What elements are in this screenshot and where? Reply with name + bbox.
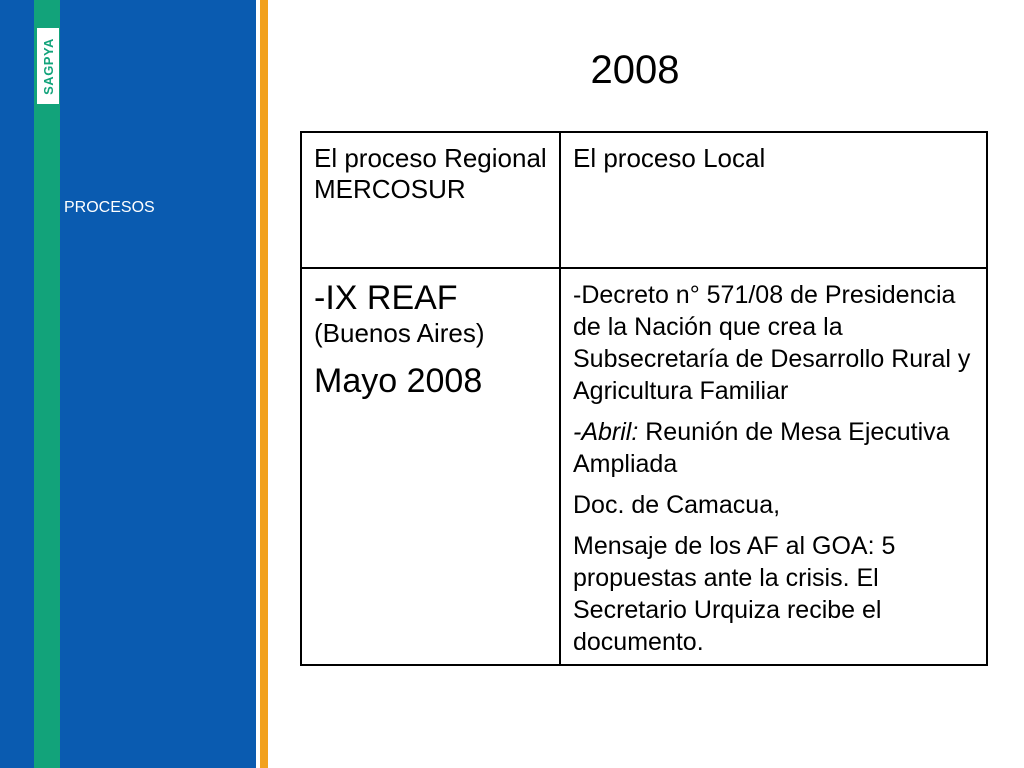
local-message: Mensaje de los AF al GOA: 5 propuestas ante la crisis. El Secretario Urquiza recibe el documento. <box>573 532 896 656</box>
sidebar-band-blue-main <box>60 0 256 768</box>
local-april-text: Reunión de Mesa Ejecutiva Ampliada <box>573 418 950 478</box>
sagpya-logo <box>37 28 59 104</box>
sidebar-band-blue-outer <box>0 0 34 768</box>
sidebar-band-green <box>34 0 60 768</box>
header-regional: El proceso Regional MERCOSUR <box>301 132 560 268</box>
process-table <box>300 131 988 666</box>
sidebar-band-orange <box>260 0 268 768</box>
regional-date: Mayo 2008 <box>314 362 483 401</box>
page-title: 2008 <box>590 48 680 92</box>
local-decree: -Decreto n° 571/08 de Presidencia de la Nación que crea la Subsecretaría de Desarrollo Rural y Agricultura Familiar <box>573 281 971 405</box>
cell-local <box>560 268 987 665</box>
table-header-row <box>301 132 987 268</box>
sidebar-label-procesos: PROCESOS <box>64 199 155 216</box>
table-body-row <box>301 268 987 665</box>
regional-place: (Buenos Aires) <box>314 318 485 349</box>
sagpya-logo-text: SAGPYA <box>40 37 56 95</box>
local-april <box>573 416 974 480</box>
local-april-label: -Abril: <box>573 418 639 446</box>
cell-regional <box>301 268 560 665</box>
local-doc: Doc. de Camacua, <box>573 491 781 519</box>
header-local: El proceso Local <box>560 132 987 268</box>
regional-event: -IX REAF <box>314 279 458 317</box>
